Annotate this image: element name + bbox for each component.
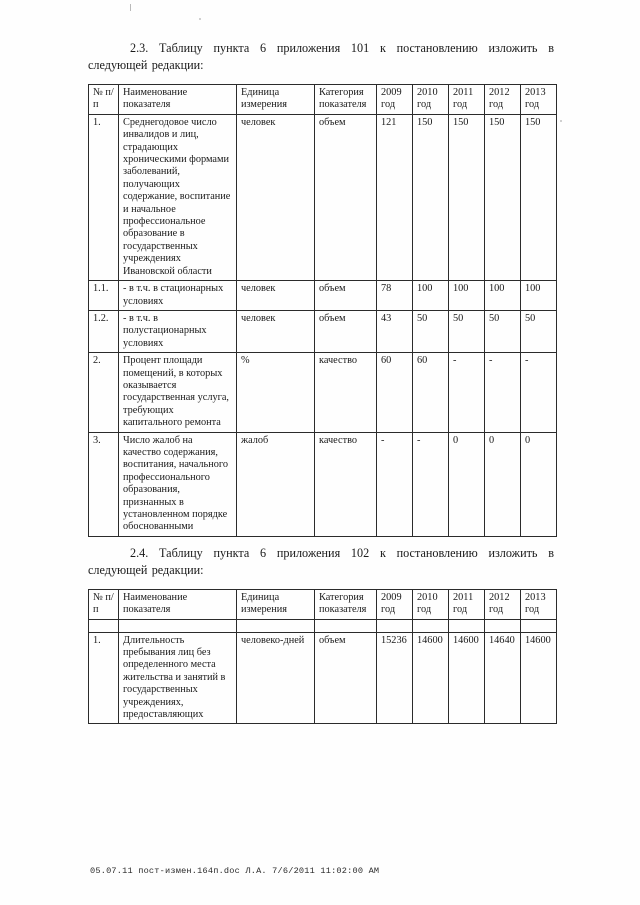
- cell-category: объем: [315, 114, 377, 280]
- cell-2010: 14600: [413, 632, 449, 724]
- cell-category: объем: [315, 310, 377, 352]
- cell-2010: -: [413, 432, 449, 536]
- column-header-number: № п/п: [89, 85, 119, 115]
- scan-tick-mark: [130, 4, 131, 11]
- scan-speck: [560, 120, 562, 122]
- spacer-cell: [413, 619, 449, 632]
- column-header-indicator-name: Наименование показателя: [119, 589, 237, 619]
- spacer-cell: [89, 619, 119, 632]
- table-appendix-101: [88, 84, 557, 537]
- paragraph-2-3: 2.3. Таблицу пункта 6 приложения 101 к постановлению изложить в следующей редакции:: [88, 41, 554, 72]
- cell-number: 1.: [89, 632, 119, 724]
- cell-unit: человек: [237, 310, 315, 352]
- cell-2012: 100: [485, 281, 521, 311]
- column-header-unit: Единица измерения: [237, 85, 315, 115]
- column-header-2012: 2012 год: [485, 85, 521, 115]
- cell-indicator-name: Среднегодовое число инвалидов и лиц, страдающих хроническими формами заболеваний, получающих содержание, воспитание и начальное профессиональное образование в государственных учреждениях Ивановской области: [119, 114, 237, 280]
- spacer-cell: [485, 619, 521, 632]
- cell-2013: 50: [521, 310, 557, 352]
- cell-2010: 60: [413, 353, 449, 432]
- cell-2011: -: [449, 353, 485, 432]
- cell-2012: 14640: [485, 632, 521, 724]
- cell-2009: 121: [377, 114, 413, 280]
- cell-number: 1.1.: [89, 281, 119, 311]
- cell-category: объем: [315, 632, 377, 724]
- spacer-cell: [521, 619, 557, 632]
- cell-indicator-name: - в т.ч. в стационарных условиях: [119, 281, 237, 311]
- cell-number: 3.: [89, 432, 119, 536]
- spacer-cell: [119, 619, 237, 632]
- table-spacer-row: [89, 619, 557, 632]
- cell-2012: 0: [485, 432, 521, 536]
- cell-2011: 100: [449, 281, 485, 311]
- cell-2011: 50: [449, 310, 485, 352]
- cell-category: объем: [315, 281, 377, 311]
- cell-indicator-name: Длительность пребывания лиц без определенного места жительства и занятий в государственных учреждениях, предоставляющих: [119, 632, 237, 724]
- column-header-category: Категория показателя: [315, 589, 377, 619]
- page-footer: 05.07.11 пост-измен.164п.dос Л.А. 7/6/2011 11:02:00 АМ: [90, 866, 380, 876]
- table-row: [89, 432, 557, 536]
- cell-2009: 78: [377, 281, 413, 311]
- cell-indicator-name: - в т.ч. в полустационарных условиях: [119, 310, 237, 352]
- cell-2013: 0: [521, 432, 557, 536]
- table-appendix-102: [88, 589, 557, 725]
- table-row: [89, 281, 557, 311]
- cell-unit: человек: [237, 114, 315, 280]
- column-header-2009: 2009 год: [377, 85, 413, 115]
- cell-2013: 150: [521, 114, 557, 280]
- cell-2011: 0: [449, 432, 485, 536]
- column-header-2010: 2010 год: [413, 85, 449, 115]
- cell-2011: 150: [449, 114, 485, 280]
- cell-category: качество: [315, 432, 377, 536]
- cell-2012: -: [485, 353, 521, 432]
- spacer-cell: [377, 619, 413, 632]
- cell-indicator-name: Число жалоб на качество содержания, воспитания, начального профессионального образования, признанных в установленном порядке обоснованными: [119, 432, 237, 536]
- table-row: [89, 632, 557, 724]
- cell-unit: человеко-дней: [237, 632, 315, 724]
- spacer-cell: [315, 619, 377, 632]
- cell-category: качество: [315, 353, 377, 432]
- cell-2012: 150: [485, 114, 521, 280]
- cell-2009: 15236: [377, 632, 413, 724]
- cell-2009: 60: [377, 353, 413, 432]
- cell-2013: 14600: [521, 632, 557, 724]
- column-header-2010: 2010 год: [413, 589, 449, 619]
- column-header-unit: Единица измерения: [237, 589, 315, 619]
- column-header-2011: 2011 год: [449, 589, 485, 619]
- column-header-2013: 2013 год: [521, 589, 557, 619]
- table-row: [89, 114, 557, 280]
- cell-number: 1.: [89, 114, 119, 280]
- cell-unit: человек: [237, 281, 315, 311]
- cell-2010: 100: [413, 281, 449, 311]
- cell-2011: 14600: [449, 632, 485, 724]
- column-header-2011: 2011 год: [449, 85, 485, 115]
- cell-unit: %: [237, 353, 315, 432]
- column-header-2009: 2009 год: [377, 589, 413, 619]
- scan-speck: [199, 18, 201, 20]
- document-content: [88, 40, 554, 732]
- cell-indicator-name: Процент площади помещений, в которых оказывается государственная услуга, требующих капитального ремонта: [119, 353, 237, 432]
- cell-2012: 50: [485, 310, 521, 352]
- paragraph-2-4: 2.4. Таблицу пункта 6 приложения 102 к постановлению изложить в следующей редакции:: [88, 545, 554, 577]
- table-header-row: [89, 85, 557, 115]
- spacer-cell: [449, 619, 485, 632]
- cell-2010: 150: [413, 114, 449, 280]
- cell-number: 2.: [89, 353, 119, 432]
- cell-2013: 100: [521, 281, 557, 311]
- table-row: [89, 310, 557, 352]
- column-header-number: № п/п: [89, 589, 119, 619]
- cell-2009: 43: [377, 310, 413, 352]
- cell-2010: 50: [413, 310, 449, 352]
- column-header-2012: 2012 год: [485, 589, 521, 619]
- cell-2013: -: [521, 353, 557, 432]
- table-row: [89, 353, 557, 432]
- column-header-2013: 2013 год: [521, 85, 557, 115]
- table-header-row: [89, 589, 557, 619]
- column-header-indicator-name: Наименование показателя: [119, 85, 237, 115]
- spacer-cell: [237, 619, 315, 632]
- cell-2009: -: [377, 432, 413, 536]
- cell-unit: жалоб: [237, 432, 315, 536]
- cell-number: 1.2.: [89, 310, 119, 352]
- column-header-category: Категория показателя: [315, 85, 377, 115]
